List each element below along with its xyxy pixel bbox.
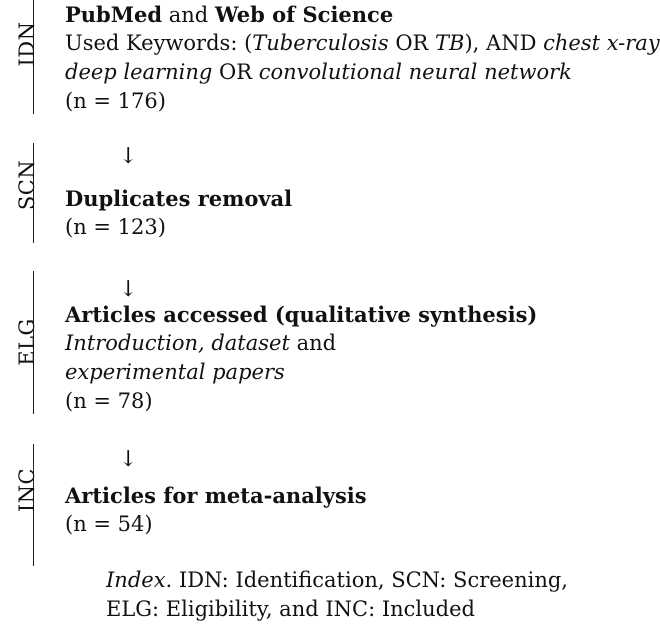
elg-title: Articles accessed (qualitative synthesis) xyxy=(65,302,538,327)
scn-phase-label: SCN xyxy=(15,159,39,211)
keywords-prefix: Used Keywords: ( xyxy=(65,31,253,55)
index-label: Index. xyxy=(106,568,173,592)
keyword-deep-learning: deep learning xyxy=(65,60,213,84)
web-of-science-label: Web of Science xyxy=(214,2,394,27)
keyword-tb: TB xyxy=(435,31,465,55)
idn-count: (n = 176) xyxy=(65,89,166,113)
elg-description-line-1 xyxy=(65,329,336,358)
idn-phase-label: IDN xyxy=(15,21,39,67)
keyword-chest-xray: chest x-ray xyxy=(543,31,660,55)
pubmed-label: PubMed xyxy=(65,2,163,27)
keyword-and: ), AND xyxy=(464,31,537,55)
inc-phase-label: INC xyxy=(15,467,39,513)
scn-title: Duplicates removal xyxy=(65,186,293,211)
keyword-or-2: OR xyxy=(219,60,253,84)
elg-and-text: and xyxy=(296,331,337,355)
keyword-or-1: OR xyxy=(395,31,429,55)
down-arrow-icon: ↓ xyxy=(119,144,138,169)
index-text-1: IDN: Identification, SCN: Screening, xyxy=(178,568,568,592)
down-arrow-icon: ↓ xyxy=(119,277,138,302)
idn-databases-line xyxy=(65,0,393,30)
idn-and-text: and xyxy=(168,3,209,27)
elg-description-line-2: experimental papers xyxy=(65,360,285,384)
idn-keywords-line-1 xyxy=(65,29,660,58)
elg-count: (n = 78) xyxy=(65,389,153,413)
elg-intro-dataset: Introduction, dataset xyxy=(65,331,290,355)
keyword-tuberculosis: Tuberculosis xyxy=(252,31,389,55)
index-legend-line-1 xyxy=(106,566,568,595)
index-legend-line-2: ELG: Eligibility, and INC: Included xyxy=(106,597,475,621)
idn-keywords-line-2 xyxy=(65,58,572,87)
inc-title: Articles for meta-analysis xyxy=(65,483,367,508)
elg-phase-label: ELG xyxy=(15,318,39,366)
inc-count: (n = 54) xyxy=(65,512,153,536)
keyword-cnn: convolutional neural network xyxy=(258,60,572,84)
down-arrow-icon: ↓ xyxy=(119,447,138,472)
scn-count: (n = 123) xyxy=(65,215,166,239)
